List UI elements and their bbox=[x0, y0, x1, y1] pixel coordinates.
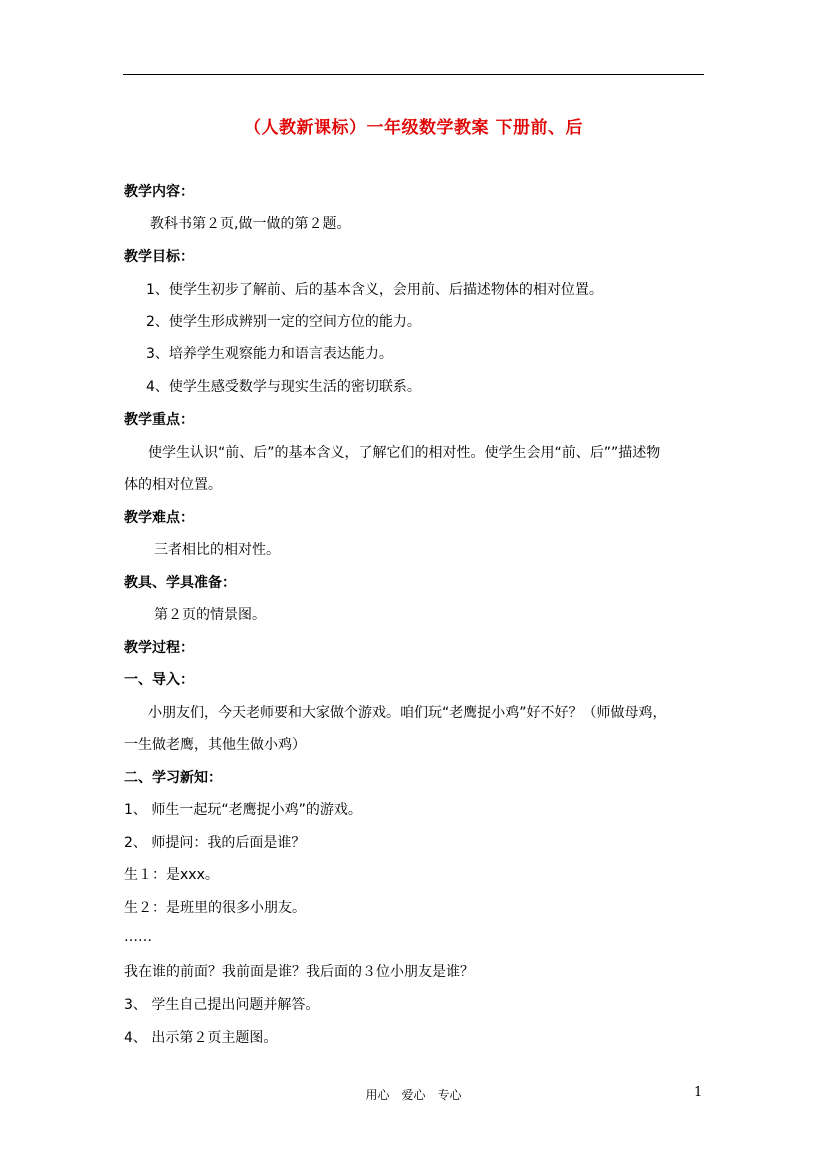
heading-difficult-points: 教学难点： bbox=[124, 510, 194, 526]
section-heading-introduction: 一、导入： bbox=[124, 672, 194, 688]
paragraph: 一生做老鹰，其他生做小鸡） bbox=[124, 737, 306, 753]
paragraph: 我在谁的前面？我前面是谁？我后面的３位小朋友是谁？ bbox=[124, 964, 474, 980]
page-number: 1 bbox=[694, 1085, 703, 1100]
list-item: 1、使学生初步了解前、后的基本含义，会用前、后描述物体的相对位置。 bbox=[146, 282, 603, 298]
paragraph: 体的相对位置。 bbox=[124, 477, 222, 493]
list-item: 2、 师提问：我的后面是谁？ bbox=[124, 835, 306, 851]
ellipsis: …… bbox=[124, 929, 152, 945]
heading-teaching-goals: 教学目标： bbox=[124, 249, 194, 265]
heading-key-points: 教学重点： bbox=[124, 412, 194, 428]
heading-materials: 教具、学具准备： bbox=[124, 575, 236, 591]
list-item: 4、 出示第２页主题图。 bbox=[124, 1030, 278, 1046]
page-footer: 用心 爱心 专心 bbox=[365, 1088, 462, 1102]
heading-teaching-process: 教学过程： bbox=[124, 640, 194, 656]
paragraph: 生１：是xxx。 bbox=[124, 867, 219, 883]
section-heading-new-knowledge: 二、学习新知： bbox=[124, 770, 222, 786]
paragraph: 第２页的情景图。 bbox=[154, 607, 266, 623]
list-item: 3、培养学生观察能力和语言表达能力。 bbox=[146, 346, 393, 362]
heading-teaching-content: 教学内容： bbox=[124, 184, 194, 200]
document-title: （人教新课标）一年级数学教案 下册前、后 bbox=[244, 118, 583, 138]
header-rule bbox=[123, 74, 704, 75]
paragraph: 使学生认识“前、后”的基本含义，了解它们的相对性。使学生会用“前、后””描述物 bbox=[148, 445, 661, 461]
list-item: 2、使学生形成辨别一定的空间方位的能力。 bbox=[146, 314, 421, 330]
list-item: 1、 师生一起玩“老鹰捉小鸡”的游戏。 bbox=[124, 802, 362, 818]
list-item: 3、 学生自己提出问题并解答。 bbox=[124, 997, 320, 1013]
paragraph: 教科书第２页,做一做的第２题。 bbox=[150, 216, 351, 232]
paragraph: 小朋友们，今天老师要和大家做个游戏。咱们玩“老鹰捉小鸡”好不好？（师做母鸡， bbox=[148, 705, 667, 721]
list-item: 4、使学生感受数学与现实生活的密切联系。 bbox=[146, 379, 421, 395]
paragraph: 生２：是班里的很多小朋友。 bbox=[124, 900, 306, 916]
paragraph: 三者相比的相对性。 bbox=[154, 542, 280, 558]
